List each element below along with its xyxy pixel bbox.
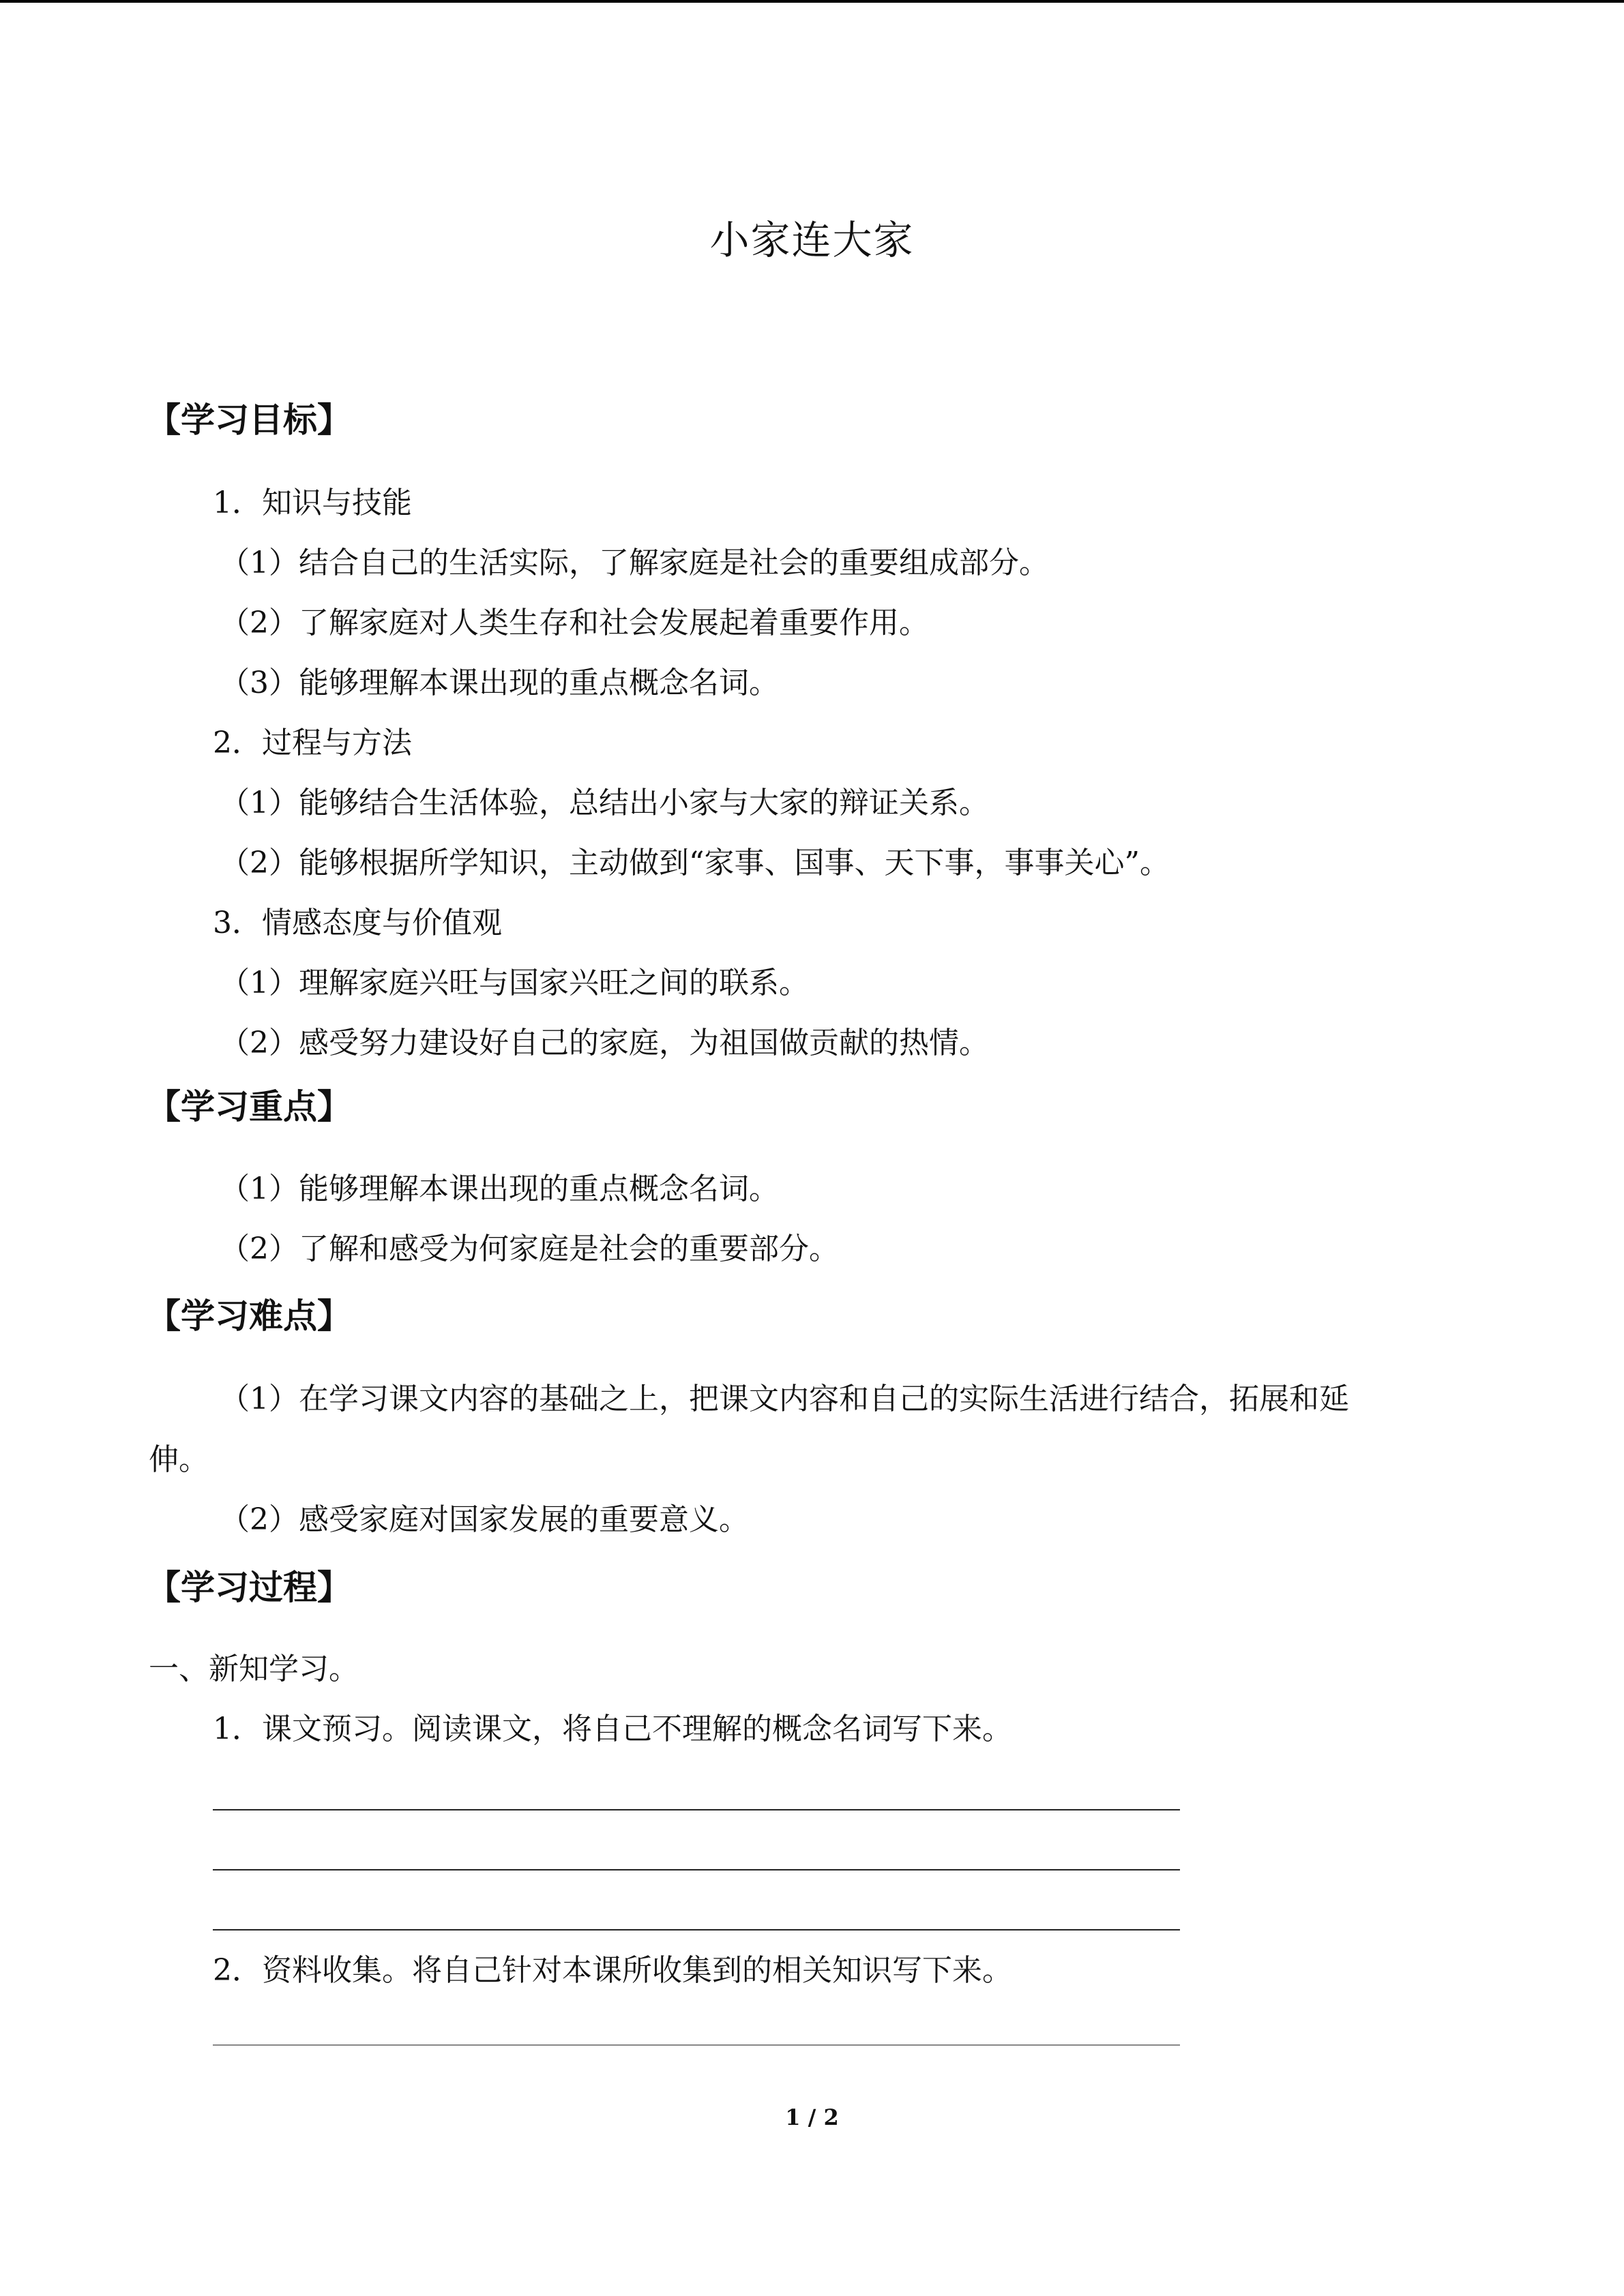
answer-blank-line[interactable] [213,2044,1180,2046]
goal-line: 3．情感态度与价值观 [213,906,502,940]
answer-blank-line[interactable] [213,1869,1180,1870]
difficulty-line: （2）感受家庭对国家发展的重要意义。 [220,1502,749,1537]
process-line: 一、新知学习。 [149,1652,359,1686]
section-heading-key-points: 【学习重点】 [147,1087,351,1127]
process-line: 1．课文预习。阅读课文，将自己不理解的概念名词写下来。 [213,1712,1012,1746]
section-heading-process: 【学习过程】 [147,1568,351,1607]
goal-line: （2）了解家庭对人类生存和社会发展起着重要作用。 [220,606,929,640]
goal-line: 1．知识与技能 [213,486,412,520]
difficulty-line: 伸。 [149,1442,209,1477]
goal-line: （2）感受努力建设好自己的家庭，为祖国做贡献的热情。 [220,1026,989,1060]
key-point-line: （2）了解和感受为何家庭是社会的重要部分。 [220,1232,839,1266]
section-heading-difficulties: 【学习难点】 [147,1296,351,1336]
process-line: 2．资料收集。将自己针对本课所收集到的相关知识写下来。 [213,1953,1012,1988]
document-title: 小家连大家 [709,217,915,263]
goal-line: （3）能够理解本课出现的重点概念名词。 [220,666,779,700]
goal-line: （1）能够结合生活体验，总结出小家与大家的辩证关系。 [220,786,989,820]
page-number: 1 / 2 [785,2104,839,2130]
answer-blank-line[interactable] [213,1929,1180,1930]
section-heading-goals: 【学习目标】 [147,400,351,440]
goal-line: （1）理解家庭兴旺与国家兴旺之间的联系。 [220,966,809,1000]
goal-line: （1）结合自己的生活实际，了解家庭是社会的重要组成部分。 [220,546,1049,580]
answer-blank-line[interactable] [213,1809,1180,1810]
difficulty-line: （1）在学习课文内容的基础之上，把课文内容和自己的实际生活进行结合，拓展和延 [220,1382,1349,1416]
goal-line: （2）能够根据所学知识，主动做到“家事、国事、天下事，事事关心”。 [220,846,1170,880]
key-point-line: （1）能够理解本课出现的重点概念名词。 [220,1172,779,1206]
goal-line: 2．过程与方法 [213,726,412,760]
